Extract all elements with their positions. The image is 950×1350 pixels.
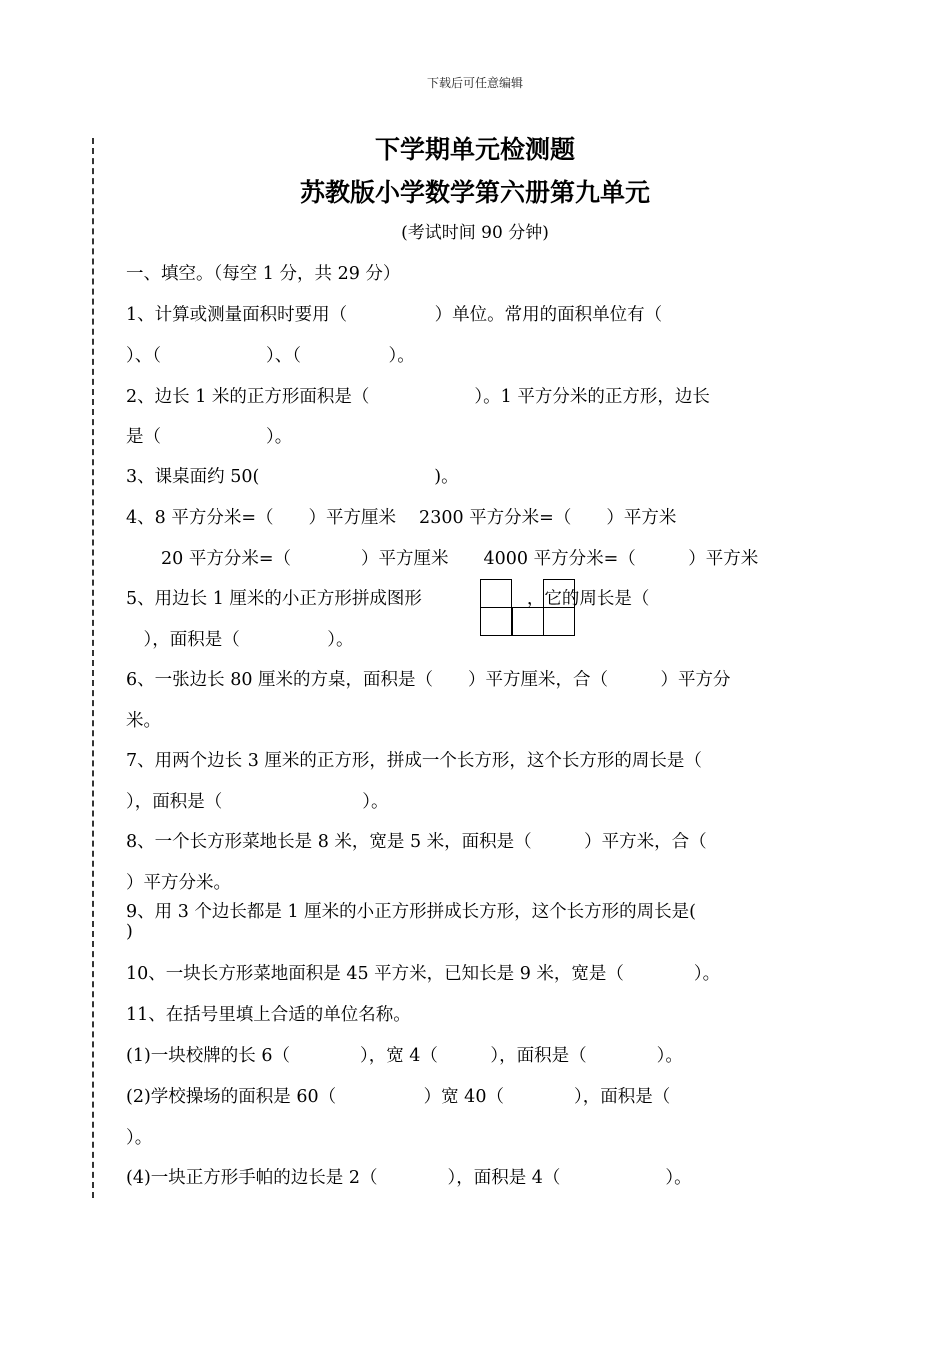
question-line: (4)一块正方形手帕的边长是 2（ ），面积是 4（ ）。 [126, 1168, 692, 1188]
header-note: 下载后可任意编辑 [426, 76, 523, 90]
question-line: 9、用 3 个边长都是 1 厘米的小正方形拼成长方形，这个长方形的周长是( [126, 902, 696, 922]
question-line: 米。 [126, 711, 161, 731]
question-line: 10、一块长方形菜地面积是 45 平方米，已知长是 9 米，宽是（ ）。 [126, 964, 721, 984]
question-line: 3、课桌面约 50( )。 [126, 467, 459, 487]
question-line: ）平方分米。 [126, 873, 231, 893]
question-line: 6、一张边长 80 厘米的方桌，面积是（ ）平方厘米，合（ ）平方分 [126, 670, 731, 690]
exam-time: (考试时间 90 分钟) [401, 223, 549, 243]
binding-margin-dashed-line [92, 138, 94, 1198]
question-line: ) [126, 922, 133, 942]
question-line: ），面积是（ ）。 [126, 792, 389, 812]
tile-square [480, 579, 512, 608]
question-line: ）、（ ）、（ ）。 [126, 346, 415, 366]
page-title: 下学期单元检测题 [374, 135, 575, 164]
question-line: 4、8 平方分米=（ ）平方厘米 2300 平方分米=（ ）平方米 [126, 508, 677, 528]
tile-square [512, 607, 544, 636]
tile-square [543, 579, 575, 608]
square-tile-figure [480, 579, 576, 637]
question-line: 5、用边长 1 厘米的小正方形拼成图形 ，它的周长是（ [126, 589, 650, 609]
question-line: ）。 [126, 1128, 153, 1148]
section-heading: 一、填空。（每空 1 分，共 29 分） [126, 264, 401, 284]
question-line: 2、边长 1 米的正方形面积是（ ）。1 平方分米的正方形，边长 [126, 387, 710, 407]
page-subtitle: 苏教版小学数学第六册第九单元 [299, 178, 650, 207]
tile-square [480, 607, 512, 636]
question-line: 1、计算或测量面积时要用（ ）单位。常用的面积单位有（ [126, 305, 663, 325]
question-line: 8、一个长方形菜地长是 8 米，宽是 5 米，面积是（ ）平方米，合（ [126, 832, 707, 852]
question-line: ），面积是（ ）。 [126, 630, 354, 650]
question-line: 7、用两个边长 3 厘米的正方形，拼成一个长方形，这个长方形的周长是（ [126, 751, 702, 771]
question-line: 20 平方分米=（ ）平方厘米 4000 平方分米=（ ）平方米 [126, 549, 759, 569]
question-line: (2)学校操场的面积是 60（ ）宽 40（ ），面积是（ [126, 1087, 671, 1107]
tile-square [543, 607, 575, 636]
question-line: 11、在括号里填上合适的单位名称。 [126, 1005, 411, 1025]
question-line: 是（ ）。 [126, 427, 293, 447]
question-line: (1)一块校牌的长 6（ ），宽 4（ ），面积是（ ）。 [126, 1046, 683, 1066]
